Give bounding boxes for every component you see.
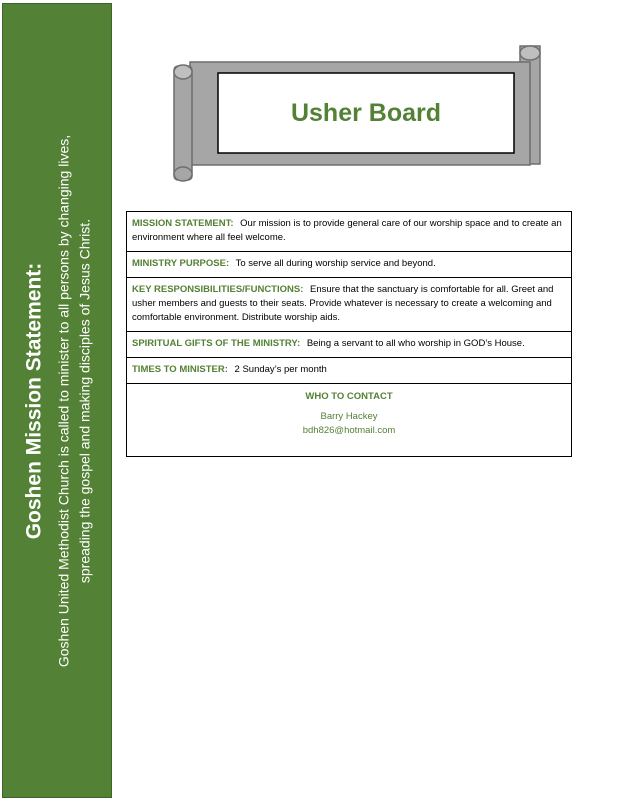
contact-name: Barry Hackey bbox=[320, 411, 378, 422]
row-key-responsibilities bbox=[127, 278, 571, 332]
row-contact bbox=[127, 384, 571, 456]
row-text: Being a servant to all who worship in GOD’s House. bbox=[306, 338, 525, 349]
scroll-right-curl bbox=[520, 46, 540, 60]
row-label: SPIRITUAL GIFTS OF THE MINISTRY: bbox=[132, 338, 301, 349]
row-label: KEY RESPONSIBILITIES/FUNCTIONS: bbox=[132, 284, 304, 295]
row-label: TIMES TO MINISTER: bbox=[132, 364, 228, 375]
mission-line-1: Goshen United Methodist Church is called to minister to all persons by changing lives, bbox=[55, 134, 72, 668]
row-text: 2 Sunday’s per month bbox=[234, 364, 327, 375]
row-label: MINISTRY PURPOSE: bbox=[132, 258, 230, 269]
page-title: Usher Board bbox=[290, 98, 442, 127]
row-mission-statement bbox=[127, 212, 571, 252]
row-text: Our mission is to provide general care of our worship space and to create an environment where all feel welcome. bbox=[132, 218, 562, 243]
row-ministry-purpose bbox=[127, 252, 571, 278]
scroll-left-curl bbox=[174, 65, 192, 79]
contact-heading: WHO TO CONTACT bbox=[305, 391, 393, 402]
scroll-left-bottom bbox=[174, 167, 192, 181]
row-label: MISSION STATEMENT: bbox=[132, 218, 234, 229]
contact-email[interactable]: bdh826@hotmail.com bbox=[302, 425, 396, 436]
row-spiritual-gifts bbox=[127, 332, 571, 358]
row-times-to-minister bbox=[127, 358, 571, 384]
row-text: Ensure that the sanctuary is comfortable for all. Greet and usher members and guests to their seats. Provide whatever is necessary to create a welcoming and comfortable environment. Distribute worship aids. bbox=[132, 284, 554, 323]
mission-line-2: spreading the gospel and making disciples of Jesus Christ. bbox=[76, 218, 93, 584]
mission-heading: Goshen Mission Statement: bbox=[22, 262, 46, 540]
scroll-left-roll bbox=[174, 66, 192, 180]
ministry-info-table bbox=[126, 211, 572, 457]
row-text: To serve all during worship service and beyond. bbox=[235, 258, 436, 269]
